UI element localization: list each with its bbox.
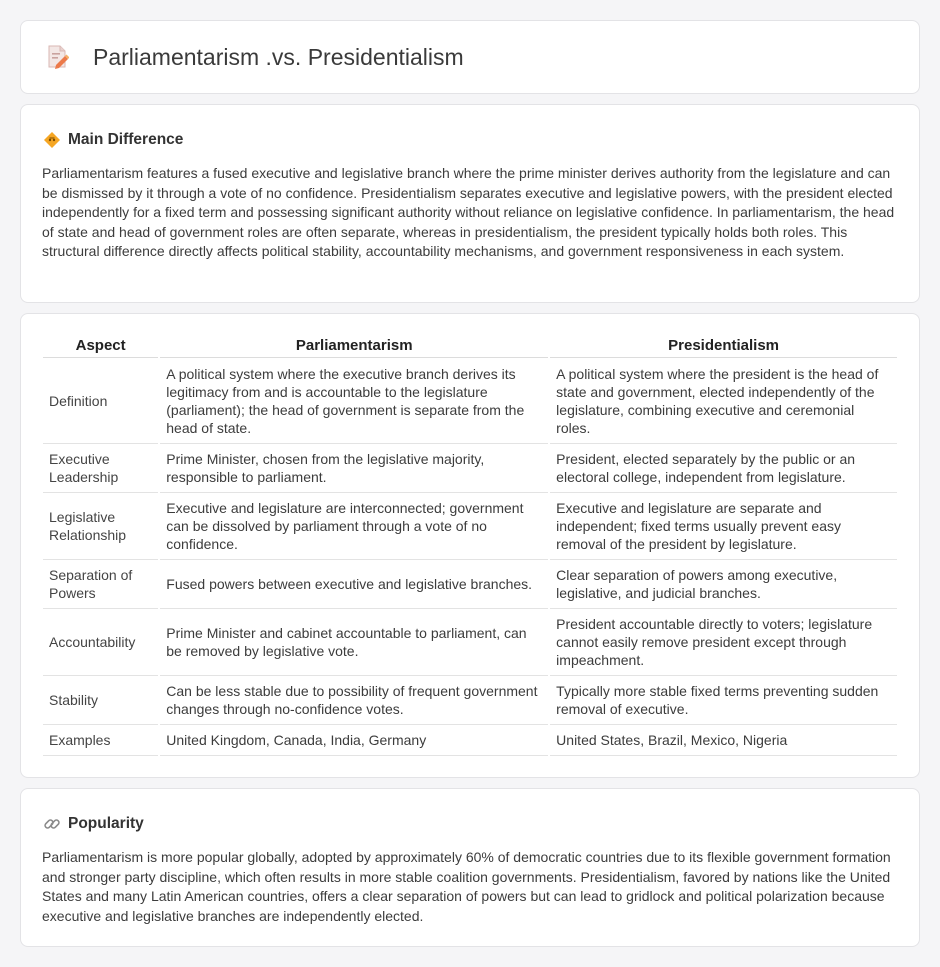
popularity-heading bbox=[21, 789, 919, 835]
aspect-cell: Separation of Powers bbox=[43, 560, 158, 609]
popularity-card bbox=[20, 788, 920, 947]
header-aspect: Aspect bbox=[43, 334, 158, 358]
comparison-table bbox=[41, 334, 899, 756]
table-row bbox=[43, 358, 897, 444]
diamond-icon bbox=[43, 131, 61, 149]
presidentialism-cell: Executive and legislature are separate and independent; fixed terms usually prevent easy removal of the president by legislature. bbox=[550, 493, 897, 560]
main-difference-text: Parliamentarism features a fused executive and legislative branch where the prime minister derives authority from the legislature and can be dismissed by it through a vote of no confidence. Presidentialism separates executive and legislative powers, with the president elected independently for a fixed term and possessing significant authority without reliance on legislative confidence. In parliamentarism, the head of state and head of government roles are often separate, whereas in presidentialism, the president typically holds both roles. This structural difference directly affects political stability, accountability mechanisms, and government responsiveness in each system. bbox=[42, 165, 895, 259]
parliamentarism-cell: Executive and legislature are interconnected; government can be dissolved by parliament through a vote of no confidence. bbox=[160, 493, 548, 560]
parliamentarism-cell: Can be less stable due to possibility of frequent government changes through no-confidence votes. bbox=[160, 676, 548, 725]
presidentialism-cell: Typically more stable fixed terms preventing sudden removal of executive. bbox=[550, 676, 897, 725]
aspect-cell: Stability bbox=[43, 676, 158, 725]
presidentialism-cell: President accountable directly to voters; legislature cannot easily remove president except through impeachment. bbox=[550, 609, 897, 676]
presidentialism-cell: President, elected separately by the public or an electoral college, independent from legislature. bbox=[550, 444, 897, 493]
parliamentarism-cell: Prime Minister, chosen from the legislative majority, responsible to parliament. bbox=[160, 444, 548, 493]
main-difference-title: Main Difference bbox=[68, 131, 184, 148]
header-presidentialism: Presidentialism bbox=[550, 334, 897, 358]
aspect-cell: Accountability bbox=[43, 609, 158, 676]
header-card bbox=[20, 20, 920, 94]
table-row bbox=[43, 560, 897, 609]
table-row bbox=[43, 609, 897, 676]
table-row bbox=[43, 493, 897, 560]
presidentialism-cell: Clear separation of powers among executive, legislative, and judicial branches. bbox=[550, 560, 897, 609]
link-icon bbox=[43, 815, 61, 833]
table-row bbox=[43, 444, 897, 493]
parliamentarism-cell: A political system where the executive branch derives its legitimacy from and is accountable to the legislature (parliament); the head of government is separate from the head of state. bbox=[160, 358, 548, 444]
header-row bbox=[21, 21, 919, 93]
parliamentarism-cell: Prime Minister and cabinet accountable to parliament, can be removed by legislative vote. bbox=[160, 609, 548, 676]
popularity-title: Popularity bbox=[68, 815, 144, 832]
main-difference-card bbox=[20, 104, 920, 303]
parliamentarism-cell: Fused powers between executive and legislative branches. bbox=[160, 560, 548, 609]
presidentialism-cell: United States, Brazil, Mexico, Nigeria bbox=[550, 725, 897, 756]
header-parliamentarism: Parliamentarism bbox=[160, 334, 548, 358]
parliamentarism-cell: United Kingdom, Canada, India, Germany bbox=[160, 725, 548, 756]
aspect-cell: Definition bbox=[43, 358, 158, 444]
table-header-row bbox=[43, 334, 897, 358]
comparison-card bbox=[20, 313, 920, 778]
table-row bbox=[43, 676, 897, 725]
popularity-text: Parliamentarism is more popular globally, adopted by approximately 60% of democratic countries due to its flexible government formation and stronger party discipline, which often results in more stable coalition governments. Presidentialism, favored by nations like the United States and many Latin American countries, offers a clear separation of powers but can lead to gridlock and political polarization because executive and legislative branches are independently elected. bbox=[42, 849, 891, 924]
page-title: Parliamentarism .vs. Presidentialism bbox=[93, 43, 464, 70]
aspect-cell: Executive Leadership bbox=[43, 444, 158, 493]
main-difference-heading bbox=[21, 105, 919, 151]
aspect-cell: Legislative Relationship bbox=[43, 493, 158, 560]
aspect-cell: Examples bbox=[43, 725, 158, 756]
document-pencil-icon bbox=[47, 45, 69, 69]
presidentialism-cell: A political system where the president is the head of state and government, elected independently of the legislature, combining executive and ceremonial roles. bbox=[550, 358, 897, 444]
table-row bbox=[43, 725, 897, 756]
